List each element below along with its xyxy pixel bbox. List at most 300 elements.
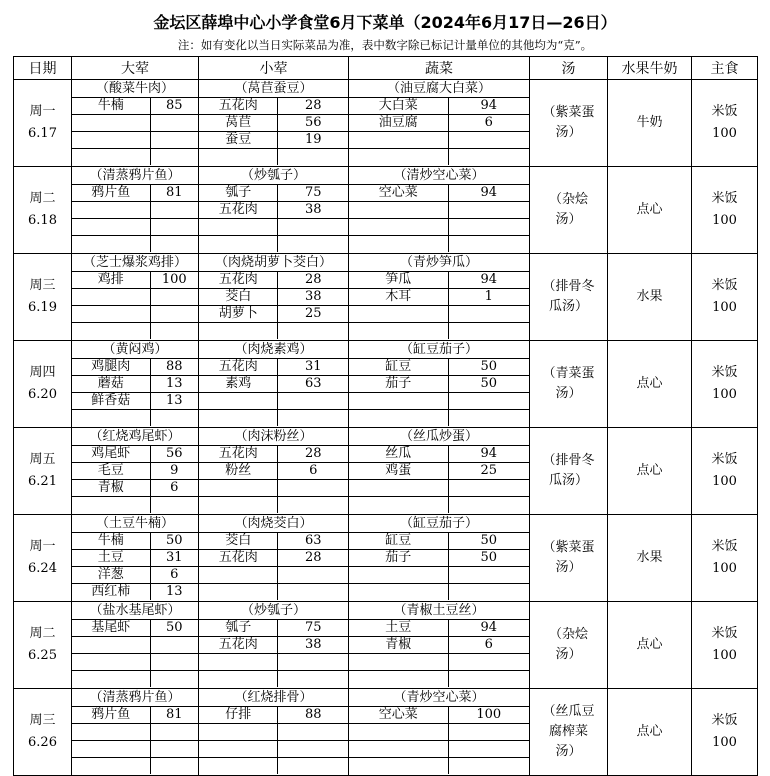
ingredient-quantity-empty [448,671,529,688]
ingredient-name-empty [72,306,150,323]
ingredient-quantity: 6 [448,115,529,132]
ingredient-name: 莴苣 [199,115,278,132]
ingredient-row [199,637,348,654]
soup-cell [530,341,608,428]
ingredient-row [72,185,198,202]
dish-name: （盐水基尾虾） [72,602,198,620]
ingredient-name: 五花肉 [199,98,278,115]
ingredient-quantity: 88 [278,707,348,724]
ingredient-name-empty [199,654,278,671]
fruit-milk: 点心 [636,463,663,478]
ingredient-name-empty [349,724,448,741]
ingredient-quantity: 100 [448,707,529,724]
day-cell [14,254,72,341]
ingredient-table [72,359,198,426]
ingredient-quantity: 13 [150,393,198,410]
staple-name: 米饭 [711,713,738,728]
ingredient-row [199,185,348,202]
ingredient-name-empty [72,724,150,741]
ingredient-quantity-empty [448,393,529,410]
main-meat-cell [72,341,199,428]
main-meat-cell [72,167,199,254]
ingredient-row [349,98,529,115]
staple-quantity: 100 [712,387,737,402]
ingredient-name: 鸡尾虾 [72,446,150,463]
ingredient-quantity-empty [448,724,529,741]
soup-name: （紫菜蛋汤） [542,105,595,140]
ingredient-row [349,236,529,253]
ingredient-quantity-empty [150,115,198,132]
ingredient-row [349,202,529,219]
ingredient-table [349,98,529,165]
ingredient-row [349,323,529,340]
weekday: 周四 [29,365,56,380]
soup-name: （杂烩汤） [548,627,588,662]
soup-cell [530,428,608,515]
header-staple: 主食 [692,57,758,80]
ingredient-name: 大白菜 [349,98,448,115]
ingredient-row [199,463,348,480]
staple-quantity: 100 [712,735,737,750]
ingredient-row [349,533,529,550]
ingredient-name-empty [199,671,278,688]
ingredient-name: 丝瓜 [349,446,448,463]
fruit-milk-cell [608,341,692,428]
ingredient-quantity: 94 [448,446,529,463]
ingredient-name-empty [199,724,278,741]
staple-cell [692,428,758,515]
ingredient-quantity-empty [278,758,348,775]
day-row [14,254,758,341]
staple-quantity: 100 [712,648,737,663]
ingredient-quantity-empty [448,202,529,219]
date: 6.20 [28,387,57,402]
ingredient-quantity: 38 [278,289,348,306]
ingredient-name: 鲜香菇 [72,393,150,410]
ingredient-name-empty [349,584,448,601]
ingredient-row [349,185,529,202]
soup-cell [530,602,608,689]
ingredient-table [199,359,348,426]
ingredient-row [199,289,348,306]
ingredient-row [199,550,348,567]
ingredient-quantity: 28 [278,446,348,463]
ingredient-name: 土豆 [72,550,150,567]
ingredient-quantity: 6 [278,463,348,480]
ingredient-table [349,707,529,774]
staple-quantity: 100 [712,213,737,228]
ingredient-quantity-empty [448,323,529,340]
ingredient-row [199,584,348,601]
ingredient-name-empty [349,236,448,253]
soup-name: （丝瓜豆腐榨菜汤） [542,704,595,759]
day-cell [14,602,72,689]
ingredient-name-empty [199,149,278,166]
menu-title: 金坛区薛埠中心小学食堂6月下菜单（2024年6月17日—26日） [153,13,617,32]
ingredient-row [72,219,198,236]
ingredient-name: 空心菜 [349,707,448,724]
ingredient-name: 青椒 [72,480,150,497]
ingredient-name: 仔排 [199,707,278,724]
ingredient-row [349,289,529,306]
ingredient-quantity: 31 [150,550,198,567]
ingredient-row [349,219,529,236]
ingredient-table [72,620,198,687]
ingredient-quantity-empty [150,219,198,236]
ingredient-quantity: 85 [150,98,198,115]
ingredient-name: 空心菜 [349,185,448,202]
ingredient-row [72,359,198,376]
dish-name: （肉烧胡萝卜茭白） [199,254,348,272]
ingredient-name-empty [349,219,448,236]
side-meat-cell [199,602,349,689]
ingredient-row [72,132,198,149]
ingredient-name-empty [349,410,448,427]
ingredient-name-empty [72,202,150,219]
ingredient-quantity-empty [448,480,529,497]
ingredient-quantity-empty [448,497,529,514]
ingredient-quantity-empty [150,741,198,758]
ingredient-name-empty [72,410,150,427]
staple-cell [692,254,758,341]
ingredient-table [199,707,348,774]
vegetable-cell [349,80,530,167]
day-cell [14,689,72,776]
fruit-milk-cell [608,254,692,341]
vegetable-cell [349,602,530,689]
staple-cell [692,80,758,167]
ingredient-quantity: 50 [448,550,529,567]
soup-name: （排骨冬瓜汤） [542,453,595,488]
ingredient-table [72,272,198,339]
ingredient-quantity-empty [150,323,198,340]
ingredient-row [199,306,348,323]
side-meat-cell [199,515,349,602]
fruit-milk: 水果 [636,289,663,304]
ingredient-name-empty [349,393,448,410]
ingredient-row [72,741,198,758]
ingredient-quantity-empty [448,654,529,671]
ingredient-row [349,620,529,637]
weekday: 周三 [29,713,56,728]
ingredient-row [199,497,348,514]
ingredient-quantity: 28 [278,272,348,289]
ingredient-row [72,149,198,166]
ingredient-name-empty [199,236,278,253]
ingredient-row [72,654,198,671]
ingredient-name: 茄子 [349,550,448,567]
dish-name: （芝士爆浆鸡排） [72,254,198,272]
ingredient-table [199,272,348,339]
day-cell [14,80,72,167]
ingredient-row [349,707,529,724]
staple-cell [692,167,758,254]
ingredient-row [199,236,348,253]
staple-name: 米饭 [711,626,738,641]
dish-name: （酸菜牛肉） [72,80,198,98]
ingredient-quantity: 50 [448,533,529,550]
ingredient-quantity: 94 [448,620,529,637]
soup-name: （排骨冬瓜汤） [542,279,595,314]
dish-name: （清蒸鸦片鱼） [72,167,198,185]
fruit-milk: 点心 [636,376,663,391]
ingredient-quantity: 1 [448,289,529,306]
ingredient-row [199,533,348,550]
ingredient-row [199,376,348,393]
ingredient-row [349,741,529,758]
date: 6.19 [28,300,57,315]
ingredient-name: 鸡腿肉 [72,359,150,376]
ingredient-name: 土豆 [349,620,448,637]
staple-cell [692,689,758,776]
ingredient-quantity: 75 [278,620,348,637]
ingredient-row [199,219,348,236]
ingredient-quantity: 100 [150,272,198,289]
ingredient-name-empty [349,671,448,688]
ingredient-table [199,185,348,252]
side-meat-cell [199,254,349,341]
header-date: 日期 [14,57,72,80]
main-meat-cell [72,428,199,515]
ingredient-row [72,202,198,219]
ingredient-name-empty [72,654,150,671]
ingredient-row [72,620,198,637]
ingredient-quantity: 25 [278,306,348,323]
ingredient-row [72,637,198,654]
ingredient-row [349,724,529,741]
ingredient-row [349,393,529,410]
ingredient-quantity-empty [150,637,198,654]
ingredient-name-empty [72,637,150,654]
ingredient-name: 西红柿 [72,584,150,601]
dish-name: （清蒸鸦片鱼） [72,689,198,707]
ingredient-name: 鸡蛋 [349,463,448,480]
date: 6.17 [28,126,57,141]
ingredient-quantity: 63 [278,533,348,550]
ingredient-row [72,550,198,567]
ingredient-row [72,98,198,115]
ingredient-quantity-empty [278,149,348,166]
ingredient-name-empty [349,202,448,219]
dish-name: （青椒土豆丝） [349,602,529,620]
soup-cell [530,689,608,776]
fruit-milk-cell [608,515,692,602]
ingredient-row [199,393,348,410]
ingredient-row [349,550,529,567]
day-row [14,80,758,167]
ingredient-name: 基尾虾 [72,620,150,637]
ingredient-name-empty [72,741,150,758]
ingredient-row [199,480,348,497]
ingredient-name: 洋葱 [72,567,150,584]
ingredient-name: 瓠子 [199,185,278,202]
ingredient-table [199,446,348,513]
ingredient-row [349,567,529,584]
side-meat-cell [199,167,349,254]
ingredient-row [199,272,348,289]
ingredient-row [349,359,529,376]
day-row [14,428,758,515]
ingredient-name: 茭白 [199,533,278,550]
ingredient-row [349,132,529,149]
ingredient-name-empty [349,497,448,514]
header-soup: 汤 [530,57,608,80]
ingredient-row [349,446,529,463]
weekday: 周三 [29,278,56,293]
fruit-milk-cell [608,167,692,254]
ingredient-quantity: 50 [448,359,529,376]
ingredient-quantity-empty [448,584,529,601]
fruit-milk: 水果 [636,550,663,565]
soup-name: （杂烩汤） [548,192,588,227]
fruit-milk-cell [608,602,692,689]
ingredient-row [72,446,198,463]
ingredient-name-empty [199,323,278,340]
ingredient-name-empty [72,219,150,236]
ingredient-quantity-empty [278,219,348,236]
ingredient-quantity: 50 [150,620,198,637]
ingredient-row [199,98,348,115]
ingredient-quantity: 75 [278,185,348,202]
ingredient-quantity: 13 [166,584,183,599]
ingredient-name-empty [72,289,150,306]
dish-name: （肉烧茭白） [199,515,348,533]
fruit-milk: 点心 [636,724,663,739]
fruit-milk-cell [608,689,692,776]
fruit-milk: 点心 [636,637,663,652]
ingredient-quantity-empty [150,654,198,671]
ingredient-row [72,323,198,340]
ingredient-name-empty [72,497,150,514]
day-cell [14,167,72,254]
ingredient-row [349,272,529,289]
staple-name: 米饭 [711,278,738,293]
dish-name: （油豆腐大白菜） [349,80,529,98]
ingredient-row [199,724,348,741]
ingredient-row [72,480,198,497]
ingredient-table [349,620,529,687]
header-vegetable: 蔬菜 [349,57,530,80]
ingredient-name: 油豆腐 [349,115,448,132]
menu-note: 注：如有变化以当日实际菜品为准，表中数字除已标记计量单位的其他均为“克”。 [177,38,593,52]
fruit-milk: 点心 [636,202,663,217]
ingredient-row [349,654,529,671]
ingredient-name-empty [349,132,448,149]
date: 6.24 [28,561,57,576]
ingredient-quantity: 94 [448,272,529,289]
dish-name: （缸豆茄子） [349,515,529,533]
main-meat-cell [72,254,199,341]
header-row [14,57,758,80]
date: 6.26 [28,735,57,750]
ingredient-row [349,463,529,480]
vegetable-cell [349,428,530,515]
day-cell [14,428,72,515]
ingredient-quantity-empty [278,236,348,253]
ingredient-name-empty [349,323,448,340]
ingredient-table [349,359,529,426]
staple-name: 米饭 [711,452,738,467]
ingredient-row [72,306,198,323]
header-side-meat: 小荤 [199,57,349,80]
ingredient-quantity-empty [278,724,348,741]
fruit-milk-cell [608,428,692,515]
ingredient-quantity-empty [150,497,198,514]
ingredient-quantity: 38 [278,202,348,219]
ingredient-name-empty [72,758,150,775]
ingredient-name-empty [72,149,150,166]
ingredient-row [72,115,198,132]
side-meat-cell [199,689,349,776]
ingredient-quantity: 50 [448,376,529,393]
ingredient-table [72,98,198,165]
ingredient-name: 缸豆 [349,533,448,550]
dish-name: （肉沫粉丝） [199,428,348,446]
ingredient-row [72,289,198,306]
dish-name: （炒瓠子） [199,167,348,185]
day-cell [14,341,72,428]
vegetable-cell [349,341,530,428]
ingredient-table [349,446,529,513]
ingredient-quantity-empty [150,289,198,306]
ingredient-quantity: 6 [448,637,529,654]
ingredient-name-empty [199,497,278,514]
ingredient-quantity-empty [448,149,529,166]
ingredient-quantity: 50 [150,533,198,550]
ingredient-name-empty [72,115,150,132]
ingredient-quantity-empty [278,480,348,497]
vegetable-cell [349,689,530,776]
dish-name: （清炒空心菜） [349,167,529,185]
ingredient-quantity: 38 [278,637,348,654]
ingredient-quantity-empty [448,306,529,323]
ingredient-row [349,115,529,132]
ingredient-quantity-empty [448,741,529,758]
ingredient-name-empty [349,741,448,758]
ingredient-row [199,410,348,427]
ingredient-name-empty [349,149,448,166]
soup-cell [530,80,608,167]
ingredient-quantity-empty [278,671,348,688]
side-meat-cell [199,428,349,515]
soup-cell [530,254,608,341]
ingredient-name-empty [199,758,278,775]
dish-name: （土豆牛楠） [72,515,198,533]
staple-cell [692,515,758,602]
staple-quantity: 100 [712,561,737,576]
ingredient-quantity: 88 [150,359,198,376]
ingredient-name: 鸦片鱼 [72,707,150,724]
ingredient-name: 青椒 [349,637,448,654]
ingredient-name: 五花肉 [199,446,278,463]
ingredient-row [199,671,348,688]
ingredient-quantity: 31 [278,359,348,376]
ingredient-row [72,410,198,427]
ingredient-quantity: 56 [278,115,348,132]
ingredient-name: 鸡排 [72,272,150,289]
ingredient-row [199,359,348,376]
ingredient-quantity: 25 [448,463,529,480]
ingredient-row [72,463,198,480]
ingredient-row [72,707,198,724]
staple-quantity: 100 [712,474,737,489]
header-fruit-milk: 水果牛奶 [608,57,692,80]
ingredient-quantity: 63 [278,376,348,393]
ingredient-name: 五花肉 [199,272,278,289]
staple-name: 米饭 [711,191,738,206]
ingredient-quantity-empty [150,671,198,688]
main-meat-cell [72,602,199,689]
